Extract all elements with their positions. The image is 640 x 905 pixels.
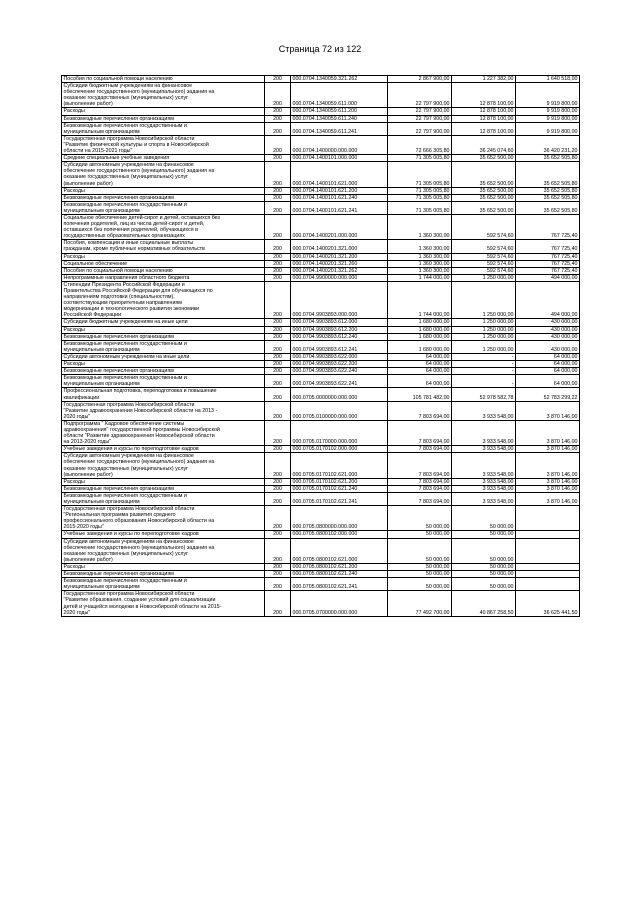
executed-amount-cell: - — [452, 353, 516, 360]
unexecuted-amount-cell: 35 652 505,80 — [516, 201, 580, 214]
approved-amount-cell: 22 797 900,00 — [388, 115, 452, 122]
approved-amount-cell: 22 797 900,00 — [388, 122, 452, 135]
executed-amount-cell: 3 933 548,00 — [452, 485, 516, 492]
executed-amount-cell: 35 652 500,00 — [452, 201, 516, 214]
table-row — [62, 492, 580, 505]
budget-table — [61, 75, 580, 617]
table-row — [62, 446, 580, 453]
admin-code-cell: 200 — [265, 578, 291, 591]
unexecuted-amount-cell — [516, 563, 580, 570]
unexecuted-amount-cell: 430 000,00 — [516, 326, 580, 333]
unexecuted-amount-cell — [516, 578, 580, 591]
approved-amount-cell: 7 803 694,00 — [388, 485, 452, 492]
item-name-cell: Расходы — [62, 187, 265, 194]
unexecuted-amount-cell — [516, 506, 580, 531]
budget-class-code-cell: 000.0704.1340059.611.000 — [291, 83, 388, 108]
approved-amount-cell: 50 000,00 — [388, 506, 452, 531]
admin-code-cell: 200 — [265, 83, 291, 108]
executed-amount-cell: 12 878 100,00 — [452, 108, 516, 115]
executed-amount-cell: 50 000,00 — [452, 563, 516, 570]
unexecuted-amount-cell — [516, 531, 580, 538]
table-row — [62, 319, 580, 326]
approved-amount-cell: 1 680 000,00 — [388, 333, 452, 340]
budget-class-code-cell: 000.0704.9903893.622.000 — [291, 353, 388, 360]
item-name-cell: Государственная программа Новосибирской области "Развитие образования, создание условий для социализации детей и учащейся молодежи в Новосибирской области на 2015- 2020 годы" — [62, 591, 265, 616]
executed-amount-cell: 50 000,00 — [452, 531, 516, 538]
admin-code-cell: 200 — [265, 319, 291, 326]
budget-class-code-cell: 000.0704.1340059.611.240 — [291, 115, 388, 122]
admin-code-cell: 200 — [265, 194, 291, 201]
admin-code-cell: 200 — [265, 281, 291, 319]
admin-code-cell: 200 — [265, 76, 291, 83]
admin-code-cell: 200 — [265, 506, 291, 531]
table-row — [62, 538, 580, 563]
table-row — [62, 401, 580, 420]
executed-amount-cell: 35 652 500,00 — [452, 155, 516, 162]
unexecuted-amount-cell: 64 000,00 — [516, 361, 580, 368]
executed-amount-cell: 40 867 258,50 — [452, 591, 516, 616]
unexecuted-amount-cell: 767 725,40 — [516, 267, 580, 274]
unexecuted-amount-cell: 35 652 505,80 — [516, 155, 580, 162]
approved-amount-cell: 1 360 300,00 — [388, 267, 452, 274]
admin-code-cell: 200 — [265, 201, 291, 214]
budget-class-code-cell: 000.0704.1340059.611.200 — [291, 108, 388, 115]
table-row — [62, 135, 580, 154]
executed-amount-cell: 592 574,60 — [452, 260, 516, 267]
unexecuted-amount-cell: 35 652 505,80 — [516, 194, 580, 201]
executed-amount-cell: 1 250 000,00 — [452, 340, 516, 353]
budget-class-code-cell: 000.0704.1400201.321.260 — [291, 260, 388, 267]
executed-amount-cell: 12 878 100,00 — [452, 83, 516, 108]
table-row — [62, 368, 580, 375]
table-row — [62, 115, 580, 122]
admin-code-cell: 200 — [265, 375, 291, 388]
executed-amount-cell: 1 250 000,00 — [452, 281, 516, 319]
item-name-cell: Пособия по социальной помощи населению — [62, 76, 265, 83]
unexecuted-amount-cell — [516, 538, 580, 563]
executed-amount-cell: 35 652 500,00 — [452, 187, 516, 194]
admin-code-cell: 200 — [265, 485, 291, 492]
item-name-cell: Безвозмездные перечисления организациям — [62, 115, 265, 122]
unexecuted-amount-cell: 3 870 146,00 — [516, 478, 580, 485]
admin-code-cell: 200 — [265, 240, 291, 253]
item-name-cell: Безвозмездные перечисления государственным и муниципальным организациям — [62, 492, 265, 505]
item-name-cell: Учебные заведения и курсы по переподготовке кадров — [62, 446, 265, 453]
executed-amount-cell: 50 000,00 — [452, 506, 516, 531]
approved-amount-cell: 50 000,00 — [388, 538, 452, 563]
table-row — [62, 83, 580, 108]
executed-amount-cell: 50 000,00 — [452, 538, 516, 563]
budget-class-code-cell: 000.0705.0170102.000.000 — [291, 446, 388, 453]
admin-code-cell: 200 — [265, 538, 291, 563]
table-row — [62, 388, 580, 401]
item-name-cell: Субсидии автономным учреждениям на иные цели — [62, 353, 265, 360]
item-name-cell: Безвозмездные перечисления государственным и муниципальным организациям — [62, 340, 265, 353]
unexecuted-amount-cell: 35 652 505,80 — [516, 162, 580, 187]
admin-code-cell: 200 — [265, 274, 291, 281]
admin-code-cell: 200 — [265, 361, 291, 368]
item-name-cell: Государственная программа Новосибирской области "Региональная программа развития среднего профессионального образования Новосибирской области на 2015-2020 годы" — [62, 506, 265, 531]
table-row — [62, 122, 580, 135]
item-name-cell: Расходы — [62, 563, 265, 570]
admin-code-cell: 200 — [265, 122, 291, 135]
admin-code-cell: 200 — [265, 401, 291, 420]
item-name-cell: Стипендии Президента Российской Федерации и Правительства Российской Федерации для обучающихся по направлениям подготовки (специальностям), соответствующим приоритетным направлениям модернизации и технологического развития экономики Российской Федерации — [62, 281, 265, 319]
admin-code-cell: 200 — [265, 368, 291, 375]
admin-code-cell: 200 — [265, 155, 291, 162]
budget-class-code-cell: 000.0705.0170000.000.000 — [291, 420, 388, 445]
unexecuted-amount-cell: 494 000,00 — [516, 281, 580, 319]
approved-amount-cell: 22 797 900,00 — [388, 83, 452, 108]
unexecuted-amount-cell: 9 919 800,00 — [516, 108, 580, 115]
budget-class-code-cell: 000.0704.1400201.321.000 — [291, 240, 388, 253]
budget-class-code-cell: 000.0704.1400101.621.241 — [291, 201, 388, 214]
executed-amount-cell: 52 978 582,78 — [452, 388, 516, 401]
table-row — [62, 274, 580, 281]
admin-code-cell: 200 — [265, 563, 291, 570]
admin-code-cell: 200 — [265, 531, 291, 538]
table-row — [62, 267, 580, 274]
admin-code-cell: 200 — [265, 135, 291, 154]
budget-class-code-cell: 000.0705.0800102.621.000 — [291, 538, 388, 563]
item-name-cell: Профессиональная подготовка, переподготовка и повышение квалификации — [62, 388, 265, 401]
table-row — [62, 420, 580, 445]
executed-amount-cell: 592 574,60 — [452, 253, 516, 260]
approved-amount-cell: 72 666 305,80 — [388, 135, 452, 154]
item-name-cell: Безвозмездные перечисления государственным и муниципальным организациям — [62, 375, 265, 388]
budget-class-code-cell: 000.0704.9903893.000.000 — [291, 281, 388, 319]
item-name-cell: Непрограммные направления областного бюджета — [62, 274, 265, 281]
budget-class-code-cell: 000.0704.1400101.000.000 — [291, 155, 388, 162]
approved-amount-cell: 77 492 700,00 — [388, 591, 452, 616]
approved-amount-cell: 71 305 005,80 — [388, 162, 452, 187]
budget-class-code-cell: 000.0704.9903893.612.200 — [291, 326, 388, 333]
executed-amount-cell: 12 878 100,00 — [452, 122, 516, 135]
budget-class-code-cell: 000.0704.9903893.612.240 — [291, 333, 388, 340]
admin-code-cell: 200 — [265, 162, 291, 187]
admin-code-cell: 200 — [265, 340, 291, 353]
admin-code-cell: 200 — [265, 446, 291, 453]
budget-class-code-cell: 000.0705.0170102.621.200 — [291, 478, 388, 485]
budget-class-code-cell: 000.0704.1400201.321.262 — [291, 267, 388, 274]
executed-amount-cell: 35 652 500,00 — [452, 162, 516, 187]
approved-amount-cell: 71 305 005,80 — [388, 155, 452, 162]
executed-amount-cell: - — [452, 361, 516, 368]
approved-amount-cell: 50 000,00 — [388, 531, 452, 538]
budget-class-code-cell: 000.0704.9903893.622.200 — [291, 361, 388, 368]
unexecuted-amount-cell: 9 919 800,00 — [516, 122, 580, 135]
executed-amount-cell: - — [452, 368, 516, 375]
budget-class-code-cell: 000.0704.9903893.612.000 — [291, 319, 388, 326]
admin-code-cell: 200 — [265, 115, 291, 122]
approved-amount-cell: 7 803 694,00 — [388, 446, 452, 453]
table-row — [62, 506, 580, 531]
table-row — [62, 375, 580, 388]
unexecuted-amount-cell: 430 000,00 — [516, 333, 580, 340]
item-name-cell: Субсидии автономным учреждениям на финансовое обеспечение государственного (муниципального) задания на оказание государственных (муниципальных) услуг (выполнение работ) — [62, 538, 265, 563]
admin-code-cell: 200 — [265, 333, 291, 340]
unexecuted-amount-cell: 36 625 441,50 — [516, 591, 580, 616]
item-name-cell: Безвозмездные перечисления организациям — [62, 194, 265, 201]
admin-code-cell: 200 — [265, 326, 291, 333]
budget-class-code-cell: 000.0705.0100000.000.000 — [291, 401, 388, 420]
executed-amount-cell: 592 574,60 — [452, 267, 516, 274]
table-row — [62, 187, 580, 194]
budget-class-code-cell: 000.0705.0800102.621.240 — [291, 571, 388, 578]
item-name-cell: Субсидии бюджетным учреждениям на финансовое обеспечение государственного (муниципального) задания на оказание государственных (муниципальных) услуг (выполнение работ) — [62, 83, 265, 108]
approved-amount-cell: 64 000,00 — [388, 353, 452, 360]
unexecuted-amount-cell: 430 000,00 — [516, 319, 580, 326]
budget-class-code-cell: 000.0705.0700000.000.000 — [291, 591, 388, 616]
approved-amount-cell: 22 797 900,00 — [388, 108, 452, 115]
approved-amount-cell: 1 680 000,00 — [388, 326, 452, 333]
unexecuted-amount-cell: 64 000,00 — [516, 368, 580, 375]
item-name-cell: Субсидии бюджетным учреждениям на иные цели — [62, 319, 265, 326]
item-name-cell: Безвозмездные перечисления организациям — [62, 368, 265, 375]
budget-class-code-cell: 000.0704.1400101.621.240 — [291, 194, 388, 201]
approved-amount-cell: 71 305 005,80 — [388, 187, 452, 194]
admin-code-cell: 200 — [265, 260, 291, 267]
approved-amount-cell: 1 744 000,00 — [388, 274, 452, 281]
admin-code-cell: 200 — [265, 571, 291, 578]
budget-class-code-cell: 000.0704.1400101.621.000 — [291, 162, 388, 187]
budget-class-code-cell: 000.0705.0170102.621.000 — [291, 453, 388, 478]
approved-amount-cell: 7 803 694,00 — [388, 492, 452, 505]
table-row — [62, 531, 580, 538]
budget-class-code-cell: 000.0705.0800102.621.200 — [291, 563, 388, 570]
table-row — [62, 76, 580, 83]
unexecuted-amount-cell: 35 652 505,80 — [516, 187, 580, 194]
executed-amount-cell: 1 227 382,00 — [452, 76, 516, 83]
budget-class-code-cell: 000.0704.9900000.000.000 — [291, 274, 388, 281]
item-name-cell: Субсидии автономным учреждениям на финансовое обеспечение государственного (муниципального) задания на оказание государственных (муниципальных) услуг (выполнение работ) — [62, 162, 265, 187]
table-row — [62, 194, 580, 201]
executed-amount-cell: 3 933 548,00 — [452, 401, 516, 420]
unexecuted-amount-cell: 767 725,40 — [516, 253, 580, 260]
admin-code-cell: 200 — [265, 478, 291, 485]
unexecuted-amount-cell: 64 000,00 — [516, 353, 580, 360]
admin-code-cell: 200 — [265, 353, 291, 360]
table-row — [62, 361, 580, 368]
unexecuted-amount-cell: 64 000,00 — [516, 375, 580, 388]
table-row — [62, 155, 580, 162]
executed-amount-cell: 50 000,00 — [452, 578, 516, 591]
approved-amount-cell: 64 000,00 — [388, 361, 452, 368]
budget-class-code-cell: 000.0704.1400201.000.000 — [291, 214, 388, 239]
admin-code-cell: 200 — [265, 420, 291, 445]
item-name-cell: Пособия по социальной помощи населению — [62, 267, 265, 274]
admin-code-cell: 200 — [265, 253, 291, 260]
unexecuted-amount-cell: 9 919 800,00 — [516, 115, 580, 122]
item-name-cell: Государственная программа Новосибирской области "Развитие физической культуры и спорта в Новосибирской области на 2015-2021 годы" — [62, 135, 265, 154]
approved-amount-cell: 50 000,00 — [388, 563, 452, 570]
unexecuted-amount-cell: 3 870 146,00 — [516, 401, 580, 420]
executed-amount-cell: 36 245 074,60 — [452, 135, 516, 154]
executed-amount-cell: 3 933 548,00 — [452, 453, 516, 478]
budget-class-code-cell: 000.0704.9903893.612.241 — [291, 340, 388, 353]
unexecuted-amount-cell: 3 870 146,00 — [516, 420, 580, 445]
unexecuted-amount-cell — [516, 571, 580, 578]
item-name-cell: Государственная программа Новосибирской области "Развитие здравоохранения Новосибирской области на 2013 - 2020 годы" — [62, 401, 265, 420]
table-row — [62, 478, 580, 485]
admin-code-cell: 200 — [265, 388, 291, 401]
item-name-cell: Безвозмездные перечисления организациям — [62, 485, 265, 492]
budget-class-code-cell: 000.0705.0800000.000.000 — [291, 506, 388, 531]
approved-amount-cell: 64 000,00 — [388, 368, 452, 375]
item-name-cell: Пособия, компенсации и иные социальные выплаты гражданам, кроме публичных нормативных обязательств — [62, 240, 265, 253]
page-number-header: Страница 72 из 122 — [278, 44, 362, 54]
table-row — [62, 591, 580, 616]
item-name-cell: Безвозмездные перечисления государственным и муниципальным организациям — [62, 578, 265, 591]
executed-amount-cell: 35 652 500,00 — [452, 194, 516, 201]
item-name-cell: Подпрограмма " Кадровое обеспечение системы здравоохранения" государственной программы Новосибирской области "Развитие здравоохранения Новосибирской области на 2013-2020 годы" — [62, 420, 265, 445]
table-row — [62, 333, 580, 340]
table-row — [62, 108, 580, 115]
approved-amount-cell: 71 305 005,80 — [388, 201, 452, 214]
item-name-cell: Расходы — [62, 361, 265, 368]
approved-amount-cell: 7 803 694,00 — [388, 401, 452, 420]
table-row — [62, 485, 580, 492]
unexecuted-amount-cell: 494 000,00 — [516, 274, 580, 281]
budget-class-code-cell: 000.0705.0800102.000.000 — [291, 531, 388, 538]
table-row — [62, 240, 580, 253]
executed-amount-cell: 3 933 548,00 — [452, 478, 516, 485]
unexecuted-amount-cell: 9 919 800,00 — [516, 83, 580, 108]
approved-amount-cell: 105 781 482,00 — [388, 388, 452, 401]
admin-code-cell: 200 — [265, 492, 291, 505]
item-name-cell: Расходы — [62, 253, 265, 260]
item-name-cell: Расходы — [62, 108, 265, 115]
approved-amount-cell: 50 000,00 — [388, 571, 452, 578]
admin-code-cell: 200 — [265, 108, 291, 115]
approved-amount-cell: 7 803 694,00 — [388, 420, 452, 445]
item-name-cell: Безвозмездные перечисления организациям — [62, 571, 265, 578]
budget-class-code-cell: 000.0704.1340059.321.262 — [291, 76, 388, 83]
approved-amount-cell: 1 680 000,00 — [388, 319, 452, 326]
approved-amount-cell: 1 360 300,00 — [388, 260, 452, 267]
unexecuted-amount-cell: 3 870 146,00 — [516, 446, 580, 453]
executed-amount-cell: 50 000,00 — [452, 571, 516, 578]
approved-amount-cell: 2 867 900,00 — [388, 76, 452, 83]
budget-class-code-cell: 000.0704.1400201.321.200 — [291, 253, 388, 260]
admin-code-cell: 200 — [265, 187, 291, 194]
approved-amount-cell: 50 000,00 — [388, 578, 452, 591]
table-row — [62, 453, 580, 478]
admin-code-cell: 200 — [265, 591, 291, 616]
approved-amount-cell: 7 803 694,00 — [388, 453, 452, 478]
approved-amount-cell: 1 744 000,00 — [388, 281, 452, 319]
unexecuted-amount-cell: 430 000,00 — [516, 340, 580, 353]
unexecuted-amount-cell: 36 420 231,20 — [516, 135, 580, 154]
executed-amount-cell: 1 250 000,00 — [452, 333, 516, 340]
admin-code-cell: 200 — [265, 214, 291, 239]
table-row — [62, 201, 580, 214]
item-name-cell: Социальное обеспечение — [62, 260, 265, 267]
table-row — [62, 162, 580, 187]
approved-amount-cell: 1 360 300,00 — [388, 240, 452, 253]
budget-class-code-cell: 000.0704.1400101.621.200 — [291, 187, 388, 194]
executed-amount-cell: 1 250 000,00 — [452, 274, 516, 281]
budget-class-code-cell: 000.0704.1340059.611.241 — [291, 122, 388, 135]
table-row — [62, 563, 580, 570]
budget-class-code-cell: 000.0704.9903893.622.240 — [291, 368, 388, 375]
executed-amount-cell: 3 933 548,00 — [452, 446, 516, 453]
item-name-cell: Безвозмездные перечисления государственным и муниципальным организациям — [62, 201, 265, 214]
unexecuted-amount-cell: 3 870 146,00 — [516, 453, 580, 478]
budget-class-code-cell: 000.0705.0170102.621.241 — [291, 492, 388, 505]
approved-amount-cell: 7 803 694,00 — [388, 478, 452, 485]
approved-amount-cell: 71 305 005,80 — [388, 194, 452, 201]
table-row — [62, 353, 580, 360]
table-row — [62, 214, 580, 239]
item-name-cell: Безвозмездные перечисления организациям — [62, 333, 265, 340]
unexecuted-amount-cell: 3 870 146,00 — [516, 492, 580, 505]
executed-amount-cell: 12 878 100,00 — [452, 115, 516, 122]
budget-class-code-cell: 000.0705.0000000.000.000 — [291, 388, 388, 401]
item-name-cell: Безвозмездные перечисления государственным и муниципальным организациям — [62, 122, 265, 135]
table-row — [62, 340, 580, 353]
table-row — [62, 253, 580, 260]
executed-amount-cell: 3 933 548,00 — [452, 420, 516, 445]
executed-amount-cell: 1 250 000,00 — [452, 326, 516, 333]
table-row — [62, 571, 580, 578]
item-name-cell: Субсидии автономным учреждениям на финансовое обеспечение государственного (муниципального) задания на оказание государственных (муниципальных) услуг (выполнение работ) — [62, 453, 265, 478]
table-row — [62, 578, 580, 591]
item-name-cell: Учебные заведения и курсы по переподготовке кадров — [62, 531, 265, 538]
executed-amount-cell: 1 250 000,00 — [452, 319, 516, 326]
table-row — [62, 281, 580, 319]
unexecuted-amount-cell: 1 640 518,00 — [516, 76, 580, 83]
item-name-cell: Расходы — [62, 326, 265, 333]
executed-amount-cell: 592 574,60 — [452, 240, 516, 253]
approved-amount-cell: 1 360 300,00 — [388, 253, 452, 260]
budget-class-code-cell: 000.0705.0800102.621.241 — [291, 578, 388, 591]
executed-amount-cell: 592 574,60 — [452, 214, 516, 239]
table-row — [62, 260, 580, 267]
table-row — [62, 326, 580, 333]
budget-class-code-cell: 000.0704.1400000.000.000 — [291, 135, 388, 154]
approved-amount-cell: 64 000,00 — [388, 375, 452, 388]
approved-amount-cell: 1 360 300,00 — [388, 214, 452, 239]
item-name-cell: Социальное обеспечение детей-сирот и детей, оставшихся без попечения родителей, лиц из числа детей-сирот и детей, оставшихся без попечения родителей, обучающихся в государственных образовательных организациях — [62, 214, 265, 239]
item-name-cell: Средние специальные учебные заведения — [62, 155, 265, 162]
executed-amount-cell: - — [452, 375, 516, 388]
item-name-cell: Расходы — [62, 478, 265, 485]
approved-amount-cell: 1 680 000,00 — [388, 340, 452, 353]
executed-amount-cell: 3 933 548,00 — [452, 492, 516, 505]
budget-class-code-cell: 000.0704.9903893.622.241 — [291, 375, 388, 388]
unexecuted-amount-cell: 767 725,40 — [516, 240, 580, 253]
admin-code-cell: 200 — [265, 267, 291, 274]
unexecuted-amount-cell: 52 783 299,22 — [516, 388, 580, 401]
unexecuted-amount-cell: 3 870 146,00 — [516, 485, 580, 492]
budget-class-code-cell: 000.0705.0170102.621.240 — [291, 485, 388, 492]
unexecuted-amount-cell: 767 725,40 — [516, 260, 580, 267]
admin-code-cell: 200 — [265, 453, 291, 478]
unexecuted-amount-cell: 767 725,40 — [516, 214, 580, 239]
